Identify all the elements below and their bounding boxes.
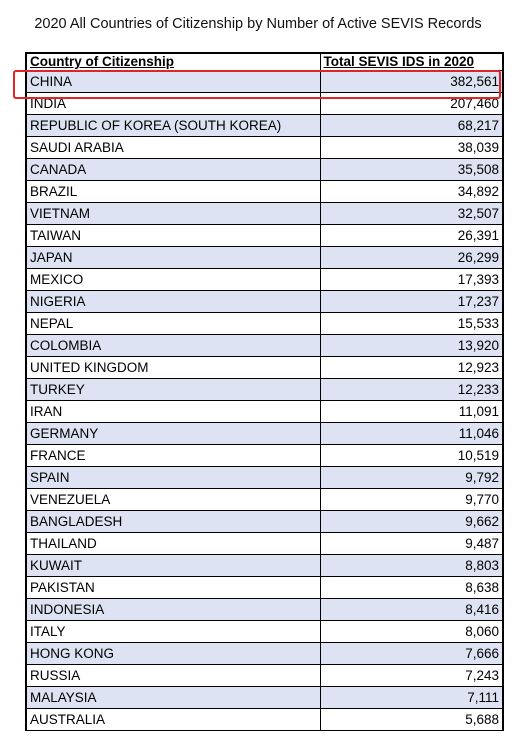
country-cell: TAIWAN [26, 225, 320, 247]
country-cell: KUWAIT [26, 555, 320, 577]
total-cell: 17,393 [320, 269, 503, 291]
country-cell: HONG KONG [26, 643, 320, 665]
total-cell: 8,060 [320, 621, 503, 643]
country-cell: AUSTRALIA [26, 709, 320, 731]
country-cell: JAPAN [26, 247, 320, 269]
table-row [26, 489, 503, 511]
country-cell: CHINA [26, 71, 320, 93]
total-cell: 9,770 [320, 489, 503, 511]
total-cell: 5,688 [320, 709, 503, 731]
country-cell: SPAIN [26, 467, 320, 489]
table-row [26, 401, 503, 423]
country-cell: MALAYSIA [26, 687, 320, 709]
table-row [26, 93, 503, 115]
total-cell: 7,666 [320, 643, 503, 665]
table-row [26, 137, 503, 159]
total-cell: 8,803 [320, 555, 503, 577]
country-cell: BANGLADESH [26, 511, 320, 533]
total-cell: 9,487 [320, 533, 503, 555]
table-row [26, 665, 503, 687]
table-row [26, 159, 503, 181]
country-cell: NEPAL [26, 313, 320, 335]
total-cell: 9,792 [320, 467, 503, 489]
table-row [26, 313, 503, 335]
total-cell: 26,391 [320, 225, 503, 247]
total-cell: 15,533 [320, 313, 503, 335]
total-cell: 10,519 [320, 445, 503, 467]
table-row [26, 555, 503, 577]
total-cell: 26,299 [320, 247, 503, 269]
column-header-total: Total SEVIS IDS in 2020 [320, 53, 503, 71]
country-cell: CANADA [26, 159, 320, 181]
country-cell: PAKISTAN [26, 577, 320, 599]
table-row [26, 335, 503, 357]
country-cell: INDIA [26, 93, 320, 115]
table-row [26, 467, 503, 489]
total-cell: 11,046 [320, 423, 503, 445]
country-cell: IRAN [26, 401, 320, 423]
table-row [26, 709, 503, 731]
country-cell: UNITED KINGDOM [26, 357, 320, 379]
table-row [26, 687, 503, 709]
country-cell: VIETNAM [26, 203, 320, 225]
country-cell: TURKEY [26, 379, 320, 401]
table-row [26, 445, 503, 467]
total-cell: 17,237 [320, 291, 503, 313]
table-row [26, 599, 503, 621]
total-cell: 68,217 [320, 115, 503, 137]
total-cell: 12,923 [320, 357, 503, 379]
total-cell: 32,507 [320, 203, 503, 225]
table-row [26, 269, 503, 291]
table-row [26, 291, 503, 313]
table-row [26, 423, 503, 445]
country-cell: RUSSIA [26, 665, 320, 687]
table-row [26, 621, 503, 643]
total-cell: 8,638 [320, 577, 503, 599]
table-row [26, 643, 503, 665]
total-cell: 11,091 [320, 401, 503, 423]
country-cell: THAILAND [26, 533, 320, 555]
table-row [26, 71, 503, 93]
total-cell: 7,243 [320, 665, 503, 687]
total-cell: 7,111 [320, 687, 503, 709]
table-row [26, 225, 503, 247]
country-cell: INDONESIA [26, 599, 320, 621]
table-row [26, 203, 503, 225]
country-cell: FRANCE [26, 445, 320, 467]
table-row [26, 533, 503, 555]
country-cell: NIGERIA [26, 291, 320, 313]
table-row [26, 247, 503, 269]
total-cell: 38,039 [320, 137, 503, 159]
total-cell: 8,416 [320, 599, 503, 621]
table-row [26, 577, 503, 599]
country-cell: GERMANY [26, 423, 320, 445]
table-row [26, 511, 503, 533]
total-cell: 35,508 [320, 159, 503, 181]
document-title: 2020 All Countries of Citizenship by Number of Active SEVIS Records [34, 16, 482, 32]
total-cell: 207,460 [320, 93, 503, 115]
total-cell: 12,233 [320, 379, 503, 401]
country-cell: COLOMBIA [26, 335, 320, 357]
country-cell: MEXICO [26, 269, 320, 291]
table-row [26, 379, 503, 401]
country-cell: ITALY [26, 621, 320, 643]
country-cell: SAUDI ARABIA [26, 137, 320, 159]
total-cell: 382,561 [320, 71, 503, 93]
country-cell: VENEZUELA [26, 489, 320, 511]
table-row [26, 181, 503, 203]
country-cell: BRAZIL [26, 181, 320, 203]
sevis-records-table [25, 52, 504, 731]
column-header-country: Country of Citizenship [26, 53, 320, 71]
total-cell: 9,662 [320, 511, 503, 533]
table-header-row [26, 53, 503, 71]
table-row [26, 115, 503, 137]
total-cell: 13,920 [320, 335, 503, 357]
total-cell: 34,892 [320, 181, 503, 203]
country-cell: REPUBLIC OF KOREA (SOUTH KOREA) [26, 115, 320, 137]
table-row [26, 357, 503, 379]
